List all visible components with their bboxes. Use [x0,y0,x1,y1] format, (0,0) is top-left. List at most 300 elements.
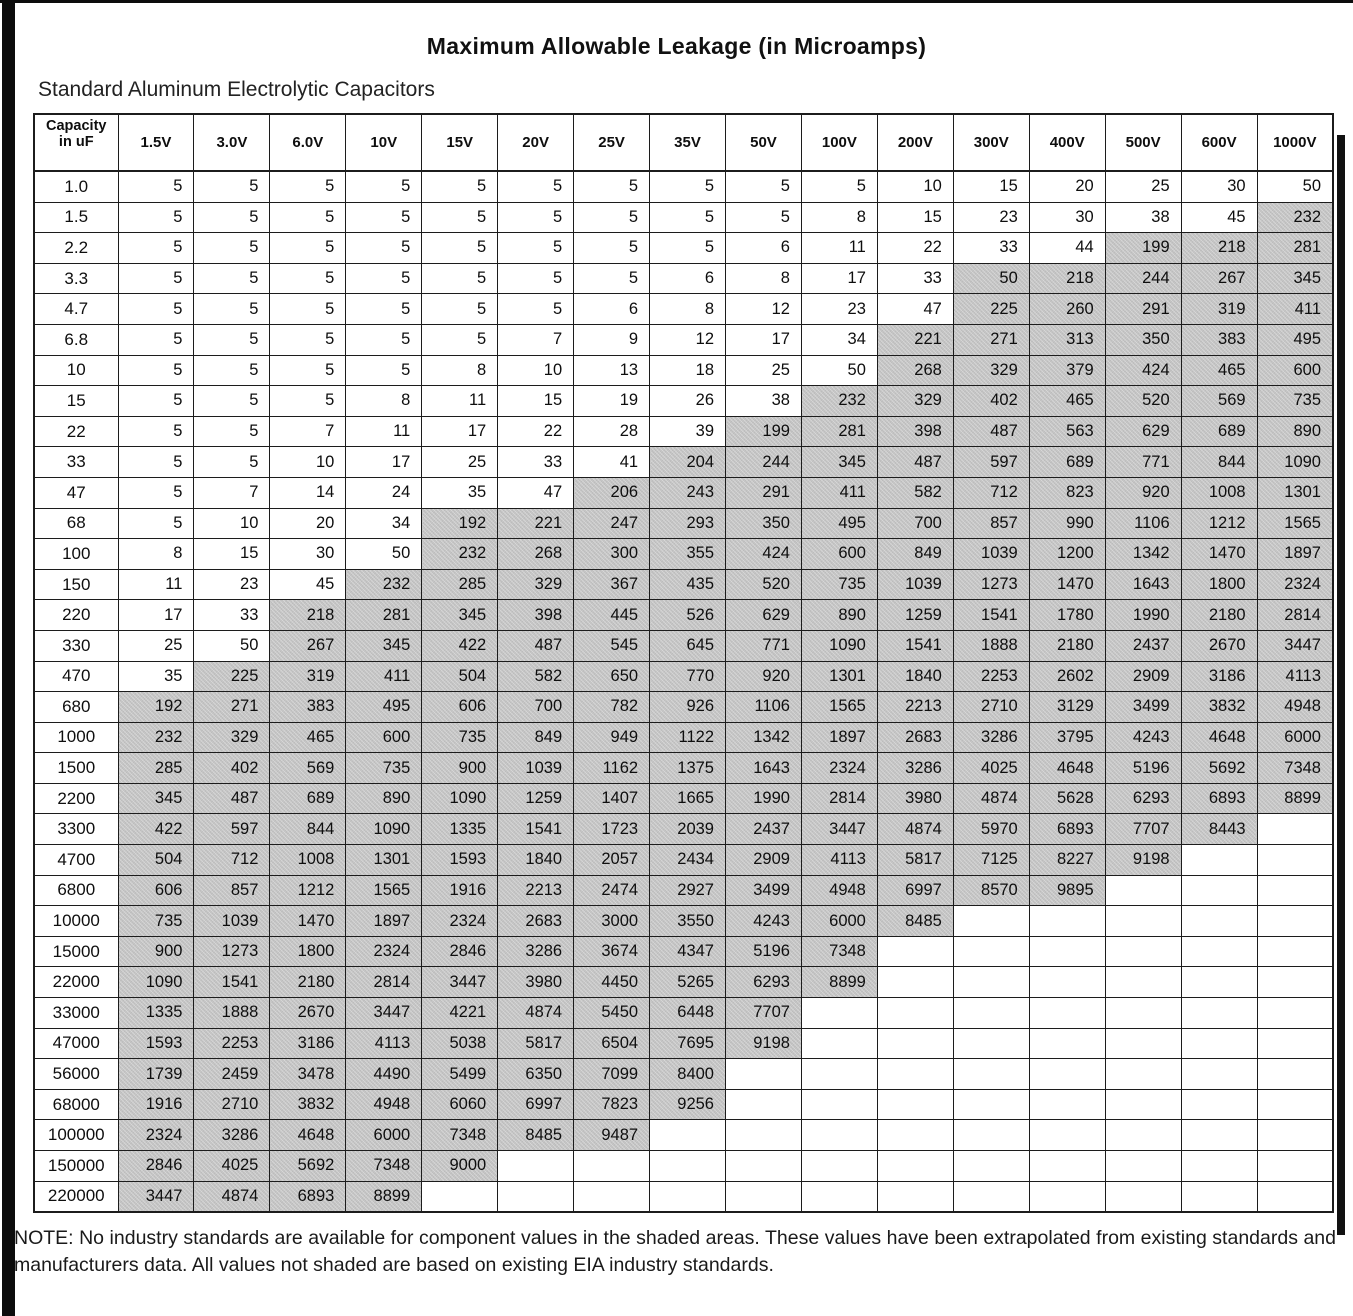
leakage-cell-extrapolated: 1470 [270,906,346,937]
leakage-cell-extrapolated: 6448 [650,998,726,1029]
table-row [34,692,1333,723]
leakage-cell-extrapolated: 7348 [422,1120,498,1151]
leakage-cell-extrapolated: 900 [422,753,498,784]
leakage-cell-extrapolated: 5450 [574,998,650,1029]
leakage-cell: 15 [194,539,270,570]
leakage-cell: 35 [422,477,498,508]
leakage-cell [1105,906,1181,937]
leakage-cell-extrapolated: 1990 [726,783,802,814]
leakage-cell-extrapolated: 1162 [574,753,650,784]
leakage-cell: 17 [801,263,877,294]
leakage-cell-extrapolated: 2437 [1105,630,1181,661]
table-row [34,967,1333,998]
leakage-cell-extrapolated: 1800 [1181,569,1257,600]
scan-border-left [2,0,15,1316]
leakage-cell-extrapolated: 2927 [650,875,726,906]
leakage-cell-extrapolated: 1301 [801,661,877,692]
leakage-cell [650,1151,726,1182]
leakage-cell: 11 [801,233,877,264]
leakage-cell-extrapolated: 2253 [953,661,1029,692]
leakage-cell-extrapolated: 900 [118,936,194,967]
leakage-cell-extrapolated: 1375 [650,753,726,784]
leakage-cell: 5 [498,233,574,264]
leakage-cell [1181,936,1257,967]
leakage-cell-extrapolated: 689 [1029,447,1105,478]
leakage-cell-extrapolated: 1541 [498,814,574,845]
leakage-cell-extrapolated: 260 [1029,294,1105,325]
leakage-cell-extrapolated: 8400 [650,1059,726,1090]
leakage-cell-extrapolated: 1200 [1029,539,1105,570]
leakage-cell-extrapolated: 487 [877,447,953,478]
leakage-cell-extrapolated: 350 [726,508,802,539]
leakage-cell [498,1151,574,1182]
leakage-cell-extrapolated: 3129 [1029,692,1105,723]
leakage-cell-extrapolated: 6893 [270,1181,346,1212]
capacity-cell: 1500 [34,753,118,784]
leakage-cell [498,1181,574,1212]
leakage-cell: 5 [118,171,194,202]
leakage-cell [953,1181,1029,1212]
leakage-cell-extrapolated: 2180 [270,967,346,998]
leakage-cell [953,1089,1029,1120]
leakage-cell-extrapolated: 2683 [498,906,574,937]
leakage-cell [877,967,953,998]
table-row [34,324,1333,355]
leakage-cell-extrapolated: 1888 [194,998,270,1029]
leakage-cell-extrapolated: 1301 [346,845,422,876]
leakage-cell: 47 [498,477,574,508]
table-row [34,783,1333,814]
leakage-cell: 5 [194,324,270,355]
leakage-cell-extrapolated: 1090 [801,630,877,661]
leakage-cell-extrapolated: 4948 [1257,692,1333,723]
leakage-cell-extrapolated: 606 [422,692,498,723]
leakage-cell: 5 [194,416,270,447]
leakage-cell-extrapolated: 2180 [1029,630,1105,661]
leakage-cell [877,1028,953,1059]
leakage-cell-extrapolated: 1780 [1029,600,1105,631]
leakage-cell-extrapolated: 206 [574,477,650,508]
leakage-cell: 5 [194,263,270,294]
leakage-cell: 8 [118,539,194,570]
leakage-cell-extrapolated: 3499 [726,875,802,906]
leakage-cell-extrapolated: 232 [118,722,194,753]
leakage-cell: 5 [194,294,270,325]
column-header: 15V [422,114,498,171]
leakage-cell: 7 [498,324,574,355]
leakage-cell-extrapolated: 1897 [346,906,422,937]
leakage-cell: 15 [877,202,953,233]
leakage-cell [1181,1181,1257,1212]
capacity-cell: 1000 [34,722,118,753]
leakage-cell-extrapolated: 4874 [498,998,574,1029]
leakage-cell-extrapolated: 329 [498,569,574,600]
leakage-cell-extrapolated: 243 [650,477,726,508]
table-row [34,386,1333,417]
leakage-cell-extrapolated: 345 [801,447,877,478]
leakage-cell: 6 [726,233,802,264]
table-row [34,508,1333,539]
leakage-cell-extrapolated: 2909 [1105,661,1181,692]
leakage-cell: 33 [877,263,953,294]
leakage-cell-extrapolated: 465 [270,722,346,753]
leakage-cell-extrapolated: 2814 [346,967,422,998]
capacity-cell: 150 [34,569,118,600]
leakage-cell-extrapolated: 285 [422,569,498,600]
page-subtitle: Standard Aluminum Electrolytic Capacitors [38,78,435,101]
leakage-cell-extrapolated: 3447 [1257,630,1333,661]
leakage-cell-extrapolated: 569 [1181,386,1257,417]
leakage-cell: 35 [118,661,194,692]
leakage-cell-extrapolated: 281 [801,416,877,447]
leakage-cell-extrapolated: 487 [953,416,1029,447]
leakage-cell-extrapolated: 4347 [650,936,726,967]
leakage-cell-extrapolated: 2474 [574,875,650,906]
leakage-cell-extrapolated: 281 [1257,233,1333,264]
leakage-cell [1029,998,1105,1029]
leakage-cell-extrapolated: 9895 [1029,875,1105,906]
leakage-cell [1029,1181,1105,1212]
capacity-cell: 330 [34,630,118,661]
capacity-cell: 68 [34,508,118,539]
leakage-cell-extrapolated: 1335 [422,814,498,845]
leakage-cell-extrapolated: 3980 [877,783,953,814]
leakage-cell: 5 [346,202,422,233]
leakage-cell: 5 [498,294,574,325]
leakage-cell-extrapolated: 424 [726,539,802,570]
leakage-cell: 5 [118,447,194,478]
leakage-cell-extrapolated: 7348 [801,936,877,967]
leakage-cell-extrapolated: 379 [1029,355,1105,386]
leakage-cell-extrapolated: 487 [194,783,270,814]
leakage-cell: 17 [422,416,498,447]
leakage-cell-extrapolated: 495 [346,692,422,723]
leakage-cell: 24 [346,477,422,508]
leakage-cell-extrapolated: 268 [877,355,953,386]
leakage-cell [574,1151,650,1182]
table-row [34,875,1333,906]
leakage-cell-extrapolated: 1565 [346,875,422,906]
leakage-cell [1257,1120,1333,1151]
leakage-cell: 5 [422,202,498,233]
leakage-cell-extrapolated: 218 [270,600,346,631]
leakage-cell-extrapolated: 1470 [1029,569,1105,600]
leakage-cell-extrapolated: 6000 [1257,722,1333,753]
leakage-cell-extrapolated: 1039 [194,906,270,937]
leakage-cell [1029,1028,1105,1059]
leakage-cell: 5 [726,202,802,233]
leakage-cell-extrapolated: 735 [1257,386,1333,417]
leakage-cell-extrapolated: 949 [574,722,650,753]
leakage-cell: 5 [574,233,650,264]
leakage-cell-extrapolated: 2039 [650,814,726,845]
table-row [34,1089,1333,1120]
leakage-cell [1257,936,1333,967]
leakage-cell: 5 [346,171,422,202]
capacity-cell: 2200 [34,783,118,814]
leakage-cell: 5 [118,324,194,355]
leakage-cell-extrapolated: 1593 [422,845,498,876]
leakage-cell-extrapolated: 345 [346,630,422,661]
leakage-cell-extrapolated: 520 [1105,386,1181,417]
leakage-cell-extrapolated: 271 [194,692,270,723]
leakage-cell-extrapolated: 1259 [498,783,574,814]
leakage-cell [1105,875,1181,906]
table-row [34,753,1333,784]
leakage-cell-extrapolated: 3447 [801,814,877,845]
leakage-cell-extrapolated: 465 [1181,355,1257,386]
table-row [34,539,1333,570]
leakage-cell-extrapolated: 3795 [1029,722,1105,753]
leakage-cell-extrapolated: 8899 [346,1181,422,1212]
leakage-cell [1181,1089,1257,1120]
leakage-cell-extrapolated: 597 [953,447,1029,478]
leakage-table [33,113,1334,1213]
leakage-cell [726,1120,802,1151]
leakage-cell-extrapolated: 1090 [1257,447,1333,478]
leakage-cell [953,998,1029,1029]
leakage-cell: 30 [270,539,346,570]
leakage-cell [726,1059,802,1090]
leakage-cell-extrapolated: 2057 [574,845,650,876]
leakage-cell-extrapolated: 3000 [574,906,650,937]
leakage-cell-extrapolated: 735 [346,753,422,784]
leakage-cell-extrapolated: 465 [1029,386,1105,417]
leakage-cell: 15 [953,171,1029,202]
leakage-cell-extrapolated: 1541 [953,600,1029,631]
leakage-cell-extrapolated: 192 [422,508,498,539]
leakage-cell-extrapolated: 771 [726,630,802,661]
leakage-cell-extrapolated: 2324 [422,906,498,937]
leakage-cell-extrapolated: 5196 [726,936,802,967]
leakage-cell [877,1089,953,1120]
leakage-cell: 33 [498,447,574,478]
capacity-cell: 100 [34,539,118,570]
leakage-cell [801,1059,877,1090]
leakage-cell: 47 [877,294,953,325]
leakage-cell-extrapolated: 600 [801,539,877,570]
leakage-cell: 33 [953,233,1029,264]
capacity-cell: 1.0 [34,171,118,202]
leakage-cell: 5 [574,171,650,202]
capacity-cell: 22000 [34,967,118,998]
leakage-cell-extrapolated: 192 [118,692,194,723]
capacity-cell: 3.3 [34,263,118,294]
leakage-cell: 5 [422,233,498,264]
leakage-cell-extrapolated: 4243 [1105,722,1181,753]
leakage-cell-extrapolated: 232 [346,569,422,600]
leakage-cell-extrapolated: 398 [498,600,574,631]
capacity-cell: 4.7 [34,294,118,325]
leakage-cell: 23 [953,202,1029,233]
table-row [34,233,1333,264]
leakage-cell: 10 [877,171,953,202]
leakage-cell: 5 [270,324,346,355]
leakage-cell: 10 [194,508,270,539]
leakage-cell: 14 [270,477,346,508]
leakage-cell-extrapolated: 700 [877,508,953,539]
table-row [34,202,1333,233]
leakage-cell-extrapolated: 422 [118,814,194,845]
leakage-cell: 7 [270,416,346,447]
leakage-cell-extrapolated: 329 [953,355,1029,386]
leakage-cell: 5 [346,233,422,264]
leakage-cell-extrapolated: 700 [498,692,574,723]
leakage-cell-extrapolated: 1122 [650,722,726,753]
leakage-cell-extrapolated: 6893 [1181,783,1257,814]
table-row [34,845,1333,876]
leakage-cell-extrapolated: 2814 [1257,600,1333,631]
leakage-cell-extrapolated: 4243 [726,906,802,937]
table-row [34,477,1333,508]
leakage-cell-extrapolated: 281 [346,600,422,631]
table-row [34,1028,1333,1059]
leakage-cell-extrapolated: 3186 [270,1028,346,1059]
leakage-cell-extrapolated: 221 [498,508,574,539]
leakage-cell-extrapolated: 6893 [1029,814,1105,845]
column-header: 6.0V [270,114,346,171]
leakage-cell: 5 [270,294,346,325]
leakage-cell-extrapolated: 271 [953,324,1029,355]
table-row [34,722,1333,753]
table-row [34,814,1333,845]
leakage-cell-extrapolated: 247 [574,508,650,539]
leakage-cell [1257,1089,1333,1120]
leakage-cell-extrapolated: 1565 [1257,508,1333,539]
leakage-cell-extrapolated: 3447 [346,998,422,1029]
leakage-cell-extrapolated: 383 [1181,324,1257,355]
leakage-cell [801,1120,877,1151]
leakage-cell [1105,998,1181,1029]
leakage-cell-extrapolated: 1541 [877,630,953,661]
leakage-cell-extrapolated: 3832 [1181,692,1257,723]
leakage-cell-extrapolated: 689 [1181,416,1257,447]
leakage-cell-extrapolated: 1593 [118,1028,194,1059]
leakage-cell-extrapolated: 8443 [1181,814,1257,845]
leakage-cell-extrapolated: 3286 [877,753,953,784]
leakage-cell [801,1181,877,1212]
leakage-cell-extrapolated: 600 [346,722,422,753]
corner-header-line2: in uF [58,134,94,150]
leakage-cell-extrapolated: 4874 [877,814,953,845]
leakage-cell-extrapolated: 345 [422,600,498,631]
leakage-cell [1105,1059,1181,1090]
leakage-cell-extrapolated: 689 [270,783,346,814]
capacity-cell: 220 [34,600,118,631]
table-row [34,630,1333,661]
leakage-cell-extrapolated: 244 [726,447,802,478]
leakage-cell-extrapolated: 920 [1105,477,1181,508]
leakage-cell: 17 [118,600,194,631]
leakage-cell-extrapolated: 890 [1257,416,1333,447]
leakage-cell [953,1059,1029,1090]
capacity-cell: 22 [34,416,118,447]
leakage-cell [1029,1089,1105,1120]
leakage-cell [877,998,953,1029]
leakage-cell-extrapolated: 7695 [650,1028,726,1059]
table-row [34,1120,1333,1151]
leakage-cell-extrapolated: 225 [194,661,270,692]
leakage-cell-extrapolated: 5499 [422,1059,498,1090]
leakage-cell-extrapolated: 1541 [194,967,270,998]
leakage-cell-extrapolated: 1039 [877,569,953,600]
leakage-cell: 5 [498,202,574,233]
leakage-cell-extrapolated: 1090 [346,814,422,845]
leakage-cell-extrapolated: 1990 [1105,600,1181,631]
leakage-cell-extrapolated: 291 [726,477,802,508]
scan-border-right [1337,135,1345,1235]
leakage-cell-extrapolated: 225 [953,294,1029,325]
leakage-cell: 33 [194,600,270,631]
leakage-cell-extrapolated: 319 [270,661,346,692]
leakage-cell-extrapolated: 2710 [194,1089,270,1120]
leakage-cell-extrapolated: 2710 [953,692,1029,723]
leakage-cell [1181,906,1257,937]
leakage-cell-extrapolated: 5628 [1029,783,1105,814]
capacity-cell: 33000 [34,998,118,1029]
leakage-cell-extrapolated: 849 [877,539,953,570]
leakage-cell: 17 [726,324,802,355]
leakage-cell-extrapolated: 629 [726,600,802,631]
leakage-cell: 5 [194,202,270,233]
leakage-cell-extrapolated: 8899 [1257,783,1333,814]
leakage-cell: 5 [118,386,194,417]
leakage-cell [1105,1120,1181,1151]
capacity-cell: 100000 [34,1120,118,1151]
leakage-cell [1257,998,1333,1029]
leakage-cell [1257,814,1333,845]
leakage-cell [1029,1120,1105,1151]
leakage-cell: 8 [346,386,422,417]
leakage-cell-extrapolated: 4648 [1181,722,1257,753]
column-header: 100V [801,114,877,171]
capacity-cell: 3300 [34,814,118,845]
leakage-cell-extrapolated: 1840 [498,845,574,876]
leakage-cell: 5 [346,324,422,355]
leakage-cell: 5 [498,263,574,294]
table-row [34,294,1333,325]
leakage-cell [953,906,1029,937]
leakage-cell: 15 [498,386,574,417]
table-row [34,355,1333,386]
leakage-cell: 50 [346,539,422,570]
leakage-cell [650,1120,726,1151]
leakage-cell: 5 [118,294,194,325]
leakage-cell-extrapolated: 857 [953,508,1029,539]
leakage-cell-extrapolated: 1897 [1257,539,1333,570]
leakage-cell-extrapolated: 563 [1029,416,1105,447]
leakage-cell: 5 [422,324,498,355]
column-header: 200V [877,114,953,171]
leakage-cell-extrapolated: 1212 [1181,508,1257,539]
leakage-cell: 25 [1105,171,1181,202]
leakage-cell-extrapolated: 1723 [574,814,650,845]
leakage-cell-extrapolated: 857 [194,875,270,906]
leakage-cell: 5 [650,233,726,264]
leakage-cell-extrapolated: 204 [650,447,726,478]
leakage-cell-extrapolated: 8485 [498,1120,574,1151]
leakage-cell: 5 [194,447,270,478]
leakage-cell-extrapolated: 2846 [422,936,498,967]
leakage-cell-extrapolated: 1335 [118,998,194,1029]
leakage-cell-extrapolated: 6293 [1105,783,1181,814]
leakage-cell-extrapolated: 6997 [877,875,953,906]
leakage-cell [1181,875,1257,906]
leakage-cell [801,1151,877,1182]
leakage-cell-extrapolated: 8485 [877,906,953,937]
leakage-cell [1181,845,1257,876]
leakage-cell: 11 [422,386,498,417]
